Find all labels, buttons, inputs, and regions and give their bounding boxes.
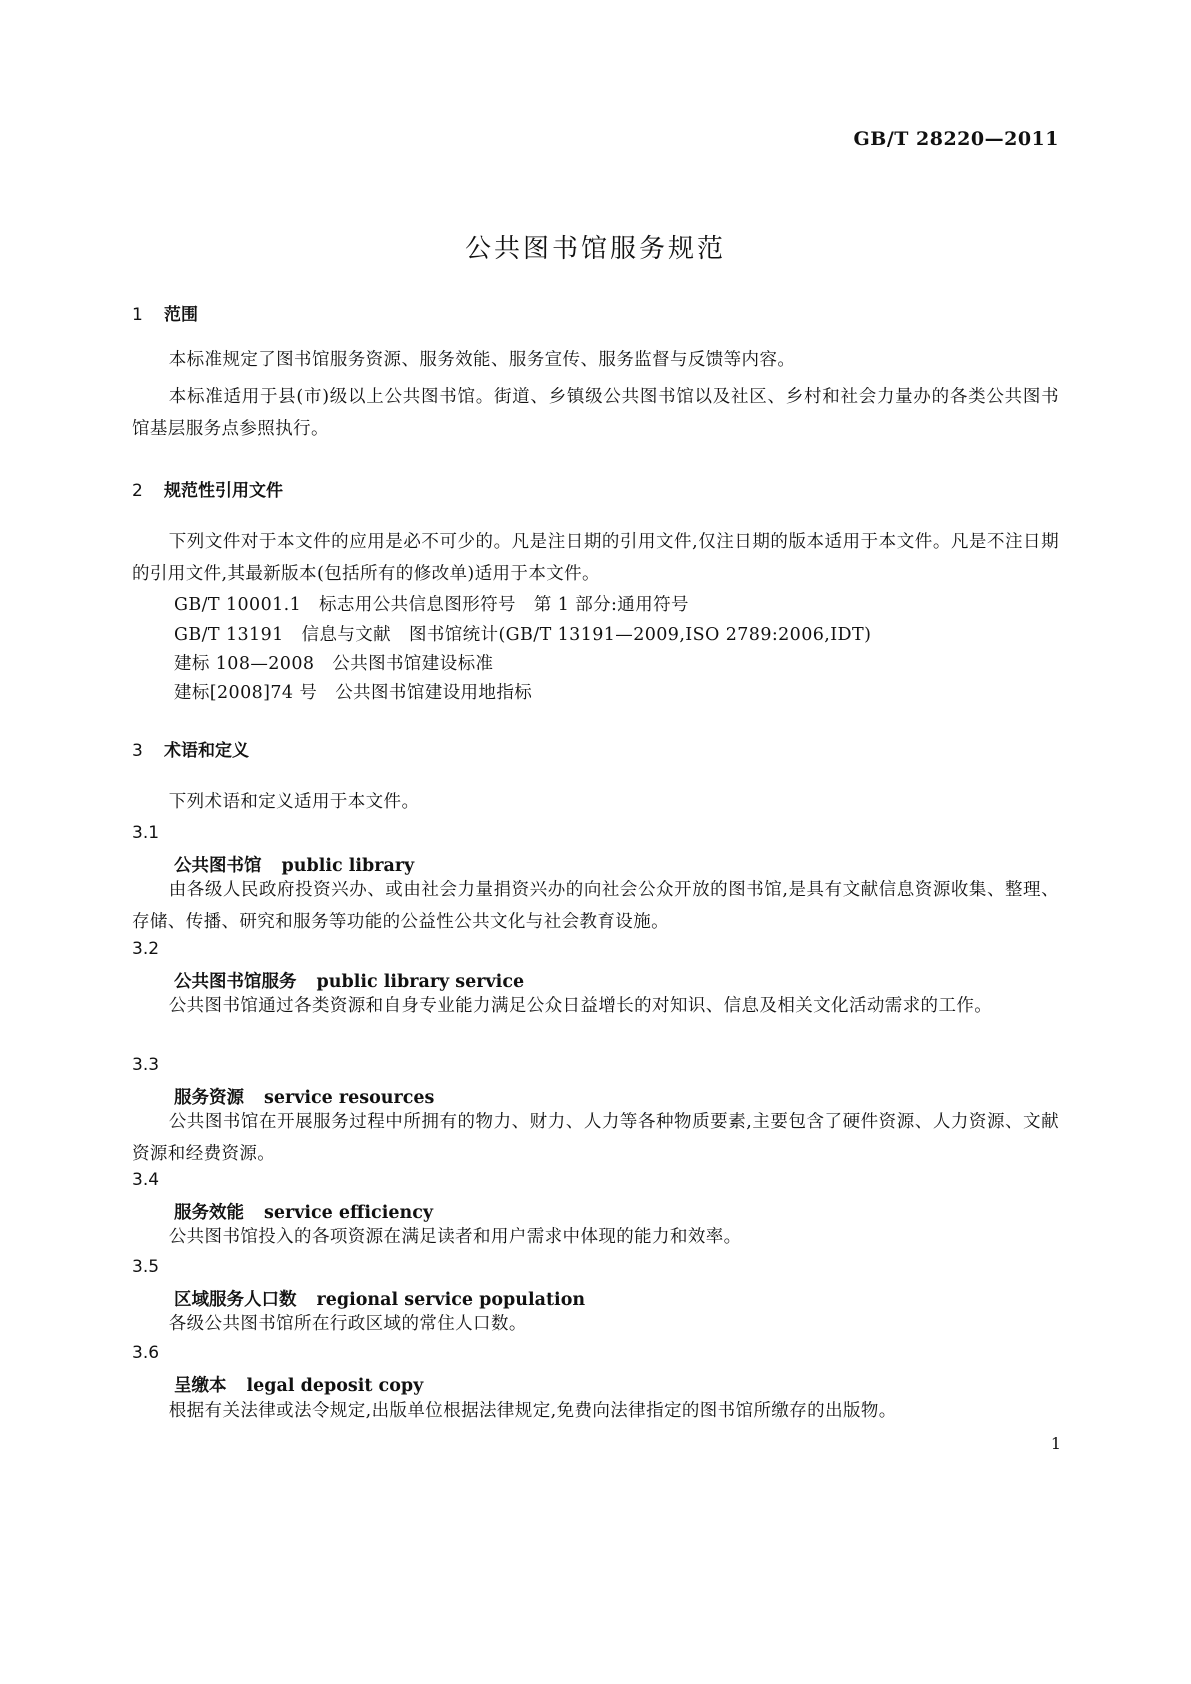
reference-item: GB/T 13191 信息与文献 图书馆统计(GB/T 13191—2009,ISO 2789:2006,IDT) [174,625,872,645]
section-number: 3 [132,741,143,761]
reference-item: 建标 108—2008 公共图书馆建设标准 [174,654,494,674]
term-en: service resources [264,1088,435,1108]
paragraph: 本标准规定了图书馆服务资源、服务效能、服务宣传、服务监督与反馈等内容。 [168,350,796,370]
paragraph: 下列文件对于本文件的应用是必不可少的。凡是注日期的引用文件,仅注日期的版本适用于本文件。凡是不注日期的引用文件,其最新版本(包括所有的修改单)适用于本文件。 [132,532,1059,584]
term-en: public library service [316,972,525,992]
section-heading-2 [132,476,283,501]
term-number: 3.3 [132,1055,160,1075]
section-heading-3 [132,736,249,761]
term-definition: 公共图书馆在开展服务过程中所拥有的物力、财力、人力等各种物质要素,主要包含了硬件资源、人力资源、文献资源和经费资源。 [132,1112,1059,1164]
reference-item: 建标[2008]74 号 公共图书馆建设用地指标 [174,683,533,703]
term-number: 3.2 [132,939,160,959]
term-definition: 根据有关法律或法令规定,出版单位根据法律规定,免费向法律指定的图书馆所缴存的出版物。 [168,1401,897,1421]
section-heading-1 [132,300,198,325]
term-number: 3.5 [132,1257,160,1277]
term-zh: 服务资源 [174,1088,244,1108]
paragraph: 本标准适用于县(市)级以上公共图书馆。街道、乡镇级公共图书馆以及社区、乡村和社会力量办的各类公共图书馆基层服务点参照执行。 [132,387,1059,439]
reference-item: GB/T 10001.1 标志用公共信息图形符号 第 1 部分:通用符号 [174,595,689,615]
term-definition: 公共图书馆通过各类资源和自身专业能力满足公众日益增长的对知识、信息及相关文化活动需求的工作。 [168,996,993,1016]
paragraph: 下列术语和定义适用于本文件。 [168,792,420,812]
term-en: service efficiency [264,1203,434,1223]
term-number: 3.1 [132,823,160,843]
term-zh: 呈缴本 [174,1376,227,1396]
page-number: 1 [1050,1434,1061,1453]
term-number: 3.4 [132,1170,160,1190]
section-title: 范围 [164,305,198,325]
term-en: legal deposit copy [246,1376,424,1396]
term-zh: 服务效能 [174,1203,244,1223]
term-number: 3.6 [132,1343,160,1363]
term-definition: 由各级人民政府投资兴办、或由社会力量捐资兴办的向社会公众开放的图书馆,是具有文献信息资源收集、整理、存储、传播、研究和服务等功能的公益性公共文化与社会教育设施。 [132,880,1059,932]
term-title [174,1372,423,1397]
term-definition: 各级公共图书馆所在行政区域的常住人口数。 [168,1314,527,1334]
section-title: 规范性引用文件 [164,481,283,501]
term-zh: 区域服务人口数 [174,1290,297,1310]
term-en: regional service population [316,1290,586,1310]
term-definition: 公共图书馆投入的各项资源在满足读者和用户需求中体现的能力和效率。 [168,1227,742,1247]
term-zh: 公共图书馆服务 [174,972,297,992]
term-en: public library [281,856,415,876]
section-number: 2 [132,481,143,501]
term-zh: 公共图书馆 [174,856,262,876]
standard-code: GB/T 28220—2011 [853,128,1059,150]
section-title: 术语和定义 [164,741,249,761]
section-number: 1 [132,305,143,325]
page-title: 公共图书馆服务规范 [464,234,726,264]
